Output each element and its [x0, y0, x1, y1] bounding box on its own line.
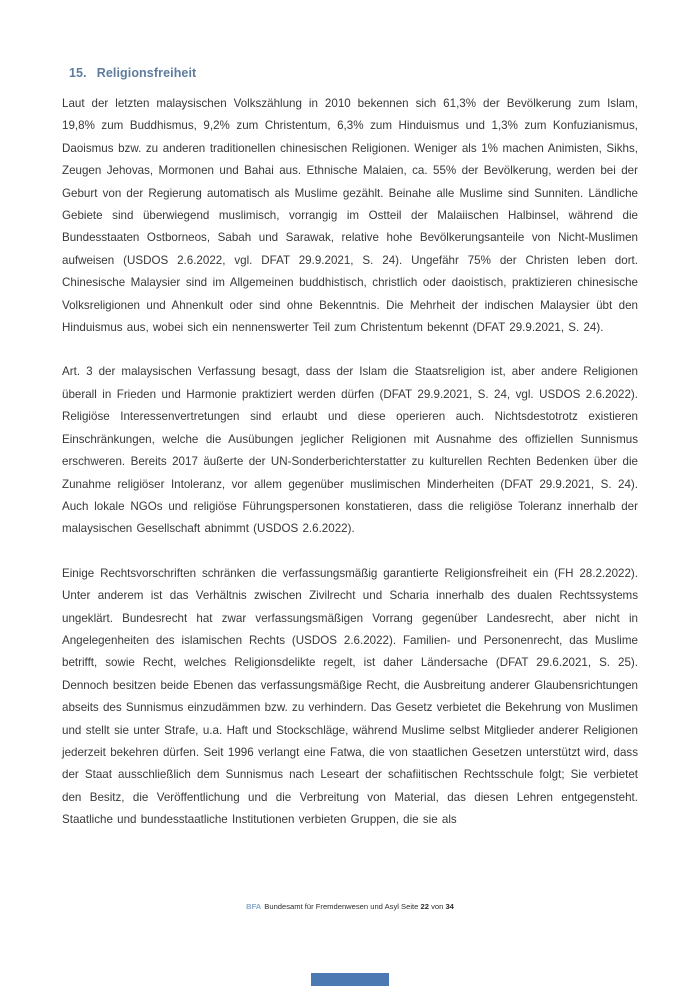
bfa-logo: BFA [246, 902, 262, 911]
document-content [62, 66, 638, 832]
bottom-accent-bar [311, 973, 389, 986]
footer-page-current: 22 [420, 902, 429, 911]
body-text [62, 93, 638, 832]
section-number: 15. [69, 66, 87, 80]
page-footer [0, 901, 700, 912]
section-heading [69, 66, 638, 80]
footer-org-text: Bundesamt für Fremdenwesen und Asyl Seite [264, 902, 419, 911]
paragraph-constitution: Art. 3 der malaysischen Verfassung besagt, dass der Islam die Staatsreligion ist, aber andere Religionen überall in Frieden und Harmonie praktiziert werden dürfen (DFAT 29.9.2021, S. 24, vgl. USDOS 2.6.2022). Religiöse Interessenvertretungen sind erlaubt und diese operieren auch. Nichtsdestotrotz existieren Einschränkungen, welche die Ausübungen jeglicher Religionen mit Ausnahme des offiziellen Sunnismus erschweren. Bereits 2017 äußerte der UN-Sonderberichterstatter zu kulturellen Rechten Bedenken über die Zunahme religiöser Intoleranz, vor allem gegenüber muslimischen Minderheiten (DFAT 29.9.2021, S. 24). Auch lokale NGOs und religiöse Führungspersonen konstatieren, dass die religiöse Toleranz innerhalb der malaysischen Gesellschaft abnimmt (USDOS 2.6.2022). [62, 365, 638, 536]
footer-separator: von [431, 902, 444, 911]
section-title: Religionsfreiheit [96, 66, 197, 80]
footer-page-total: 34 [445, 902, 454, 911]
paragraph-legal-restrictions: Einige Rechtsvorschriften schränken die verfassungsmäßig garantierte Religionsfreiheit ein (FH 28.2.2022). Unter anderem ist das Verhältnis zwischen Zivilrecht und Scharia innerhalb des dualen Rechtssystems ungeklärt. Bundesrecht hat zwar verfassungsmäßigen Vorrang gegenüber Landesrecht, aber nicht in Angelegenheiten des islamischen Rechts (USDOS 2.6.2022). Familien- und Personenrecht, das Muslime betrifft, sowie Recht, welches Religionsdelikte regelt, ist daher Ländersache (DFAT 29.6.2021, S. 25). Dennoch besitzen beide Ebenen das verfassungsmäßige Recht, die Ausbreitung anderer Glaubensrichtungen abseits des Sunnismus einzudämmen bzw. zu verhindern. Das Gesetz verbietet die Bekehrung von Muslimen und stellt sie unter Strafe, u.a. Haft und Stockschläge, während Muslime selbst Mitglieder anderer Religionen jederzeit bekehren dürfen. Seit 1996 verlangt eine Fatwa, die von staatlichen Gesetzen unterstützt wird, dass der Staat ausschließlich dem Sunnismus nach Leseart der schafiitischen Rechtsschule folgt; Sie verbietet den Besitz, die Veröffentlichung und die Verbreitung von Material, das diesen Lehren entgegensteht. Staatliche und bundesstaatliche Institutionen verbieten Gruppen, die sie als [62, 566, 638, 827]
paragraph-demographics: Laut der letzten malaysischen Volkszählung in 2010 bekennen sich 61,3% der Bevölkerung zum Islam, 19,8% zum Buddhismus, 9,2% zum Christentum, 6,3% zum Hinduismus und 1,3% zum Konfuzianismus, Daoismus bzw. zu anderen traditionellen chinesischen Religionen. Weniger als 1% machen Animisten, Sikhs, Zeugen Jehovas, Mormonen und Bahai aus. Ethnische Malaien, ca. 55% der Bevölkerung, werden bei der Geburt von der Regierung automatisch als Muslime gezählt. Beinahe alle Muslime sind Sunniten. Ländliche Gebiete sind überwiegend muslimisch, vorrangig im Ostteil der Malaiischen Halbinsel, während die Bundesstaaten Ostborneos, Sabah und Sarawak, relative hohe Bevölkerungsanteile von Nicht-Muslimen aufweisen (USDOS 2.6.2022, vgl. DFAT 29.9.2021, S. 24). Ungefähr 75% der Christen leben dort. Chinesische Malaysier sind im Allgemeinen buddhistisch, christlich oder daoistisch, praktizieren chinesische Volksreligionen und Ahnenkult oder sind ohne Bekenntnis. Die Mehrheit der indischen Malaysier übt den Hinduismus aus, wobei sich ein nennenswerter Teil zum Christentum bekennt (DFAT 29.9.2021, S. 24). [62, 97, 638, 335]
